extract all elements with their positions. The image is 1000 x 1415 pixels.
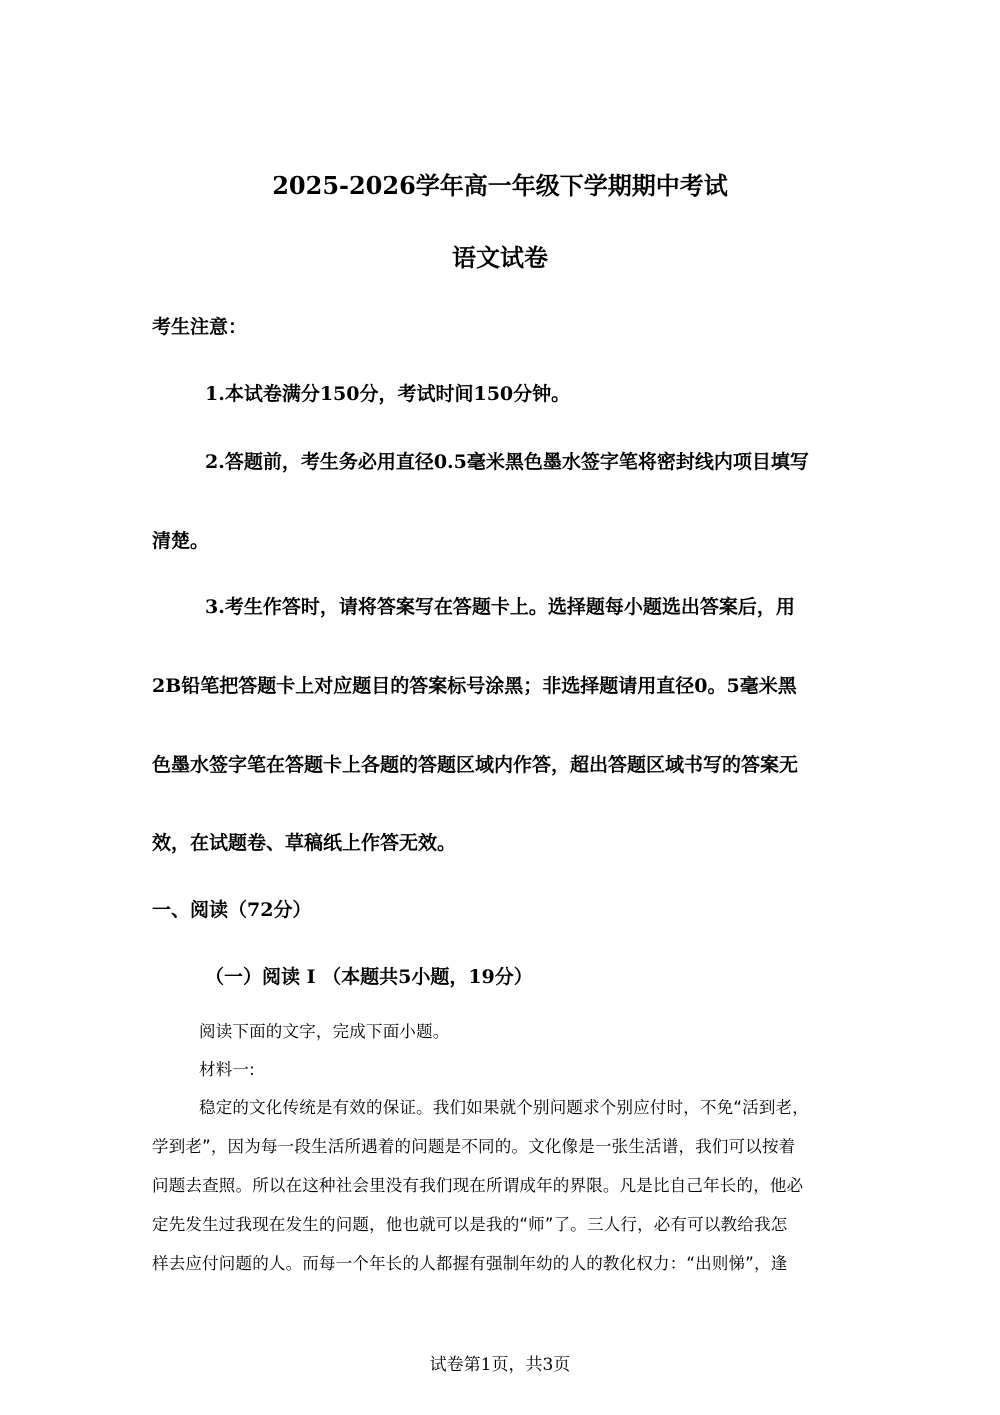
paragraph-line: 学到老”，因为每一段生活所遇着的问题是不同的。文化像是一张生活谱，我们可以按着 [152, 1137, 796, 1156]
material-label: 材料一: [199, 1060, 255, 1079]
paragraph-line: 问题去查照。所以在这种社会里没有我们现在所谓成年的界限。凡是比自己年长的，他必 [152, 1176, 804, 1195]
paragraph-line: 定先发生过我现在发生的问题，他也就可以是我的“师”了。三人行，必有可以教给我怎 [152, 1215, 788, 1234]
paragraph-line: 样去应付问题的人。而每一个年长的人都握有强制年幼的人的教化权力：“出则悌”，逢 [152, 1254, 788, 1273]
exam-subtitle: 语文试卷 [452, 243, 548, 272]
notice-item-2-line-2: 清楚。 [152, 530, 210, 552]
notice-heading: 考生注意： [152, 316, 248, 338]
reading-instruction: 阅读下面的文字，完成下面小题。 [199, 1022, 450, 1041]
notice-item-3-line-3: 色墨水签字笔在答题卡上各题的答题区域内作答，超出答题区域书写的答案无 [152, 754, 799, 776]
notice-item-3-line-1: 3.考生作答时，请将答案写在答题卡上。选择题每小题选出答案后，用 [205, 596, 795, 618]
notice-item-3-line-2: 2B铅笔把答题卡上对应题目的答案标号涂黑；非选择题请用直径0。5毫米黑 [152, 675, 797, 697]
section-heading: 一、阅读（72分） [152, 899, 312, 921]
section-subheading: （一）阅读 I （本题共5小题，19分） [205, 966, 533, 988]
page-footer: 试卷第1页，共3页 [429, 1355, 571, 1375]
notice-item-3-line-4: 效，在试题卷、草稿纸上作答无效。 [152, 832, 457, 854]
notice-item-2-line-1: 2.答题前，考生务必用直径0.5毫米黑色墨水签字笔将密封线内项目填写 [205, 451, 809, 473]
notice-item-1: 1.本试卷满分150分，考试时间150分钟。 [205, 383, 571, 405]
exam-title: 2025-2026学年高一年级下学期期中考试 [272, 171, 728, 200]
paragraph-line: 稳定的文化传统是有效的保证。我们如果就个别问题求个别应付时，不免“活到老， [199, 1098, 809, 1117]
